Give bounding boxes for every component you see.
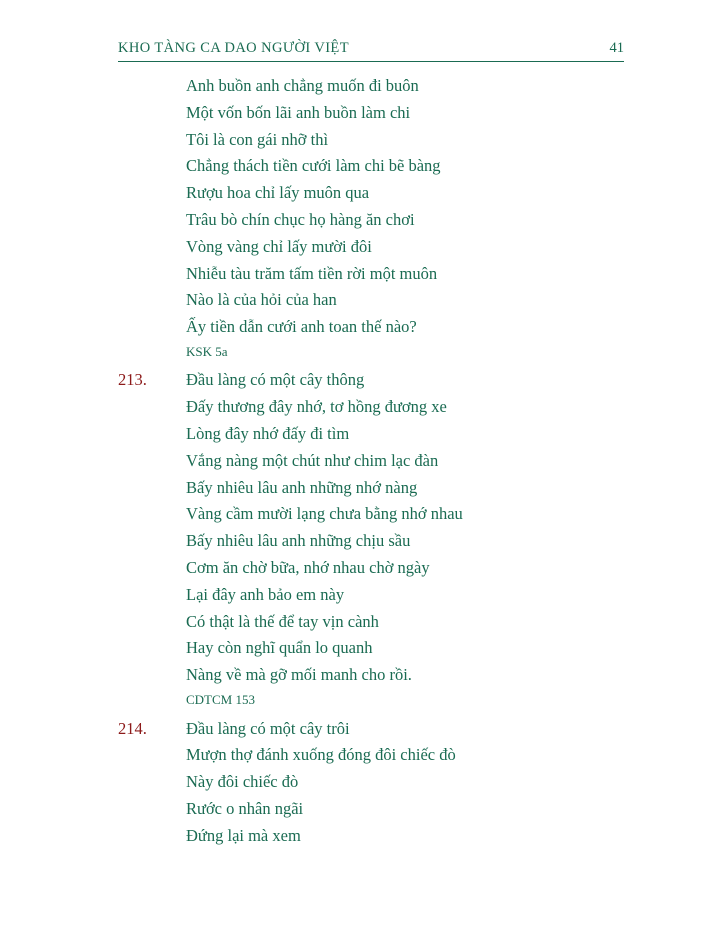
verse-text: Cơm ăn chờ bữa, nhớ nhau chờ ngày (186, 558, 430, 578)
verse-line (118, 585, 678, 612)
verse-line (118, 264, 678, 291)
verse-line (118, 772, 678, 799)
verse-text: Anh buồn anh chẳng muốn đi buôn (186, 76, 419, 95)
verse-text: Lòng đây nhớ đấy đi tìm (186, 424, 350, 444)
verse-line (118, 76, 678, 103)
verse-text: Có thật là thế để tay vịn cành (186, 611, 379, 631)
verse-line (118, 370, 678, 397)
verse-text: Nào là của hỏi của han (186, 290, 337, 310)
verse-line (118, 210, 678, 237)
verse-text: Ấy tiền dẫn cưới anh toan thế nào? (186, 317, 417, 337)
verse-line (118, 317, 678, 344)
verse-line (118, 451, 678, 478)
verse-text: Đấy thương đây nhớ, tơ hồng đương xe (186, 397, 447, 417)
page-number: 41 (609, 40, 624, 56)
source-code: KSK 5a (186, 343, 228, 359)
verse-line (118, 237, 678, 264)
verse-text: Bấy nhiêu lâu anh những chịu sầu (186, 531, 411, 551)
verse-text: Mượn thợ đánh xuống đóng đôi chiếc đò (186, 745, 456, 765)
verse-text: Trâu bò chín chục họ hàng ăn chơi (186, 209, 415, 229)
verse-line (118, 156, 678, 183)
verse-line (118, 531, 678, 558)
poem-block (118, 719, 678, 853)
verse-line (118, 424, 678, 451)
verse-text: Tôi là con gái nhỡ thì (186, 129, 329, 149)
entry-number: 214. (118, 718, 147, 738)
verse-line (118, 504, 678, 531)
verse-line (118, 183, 678, 210)
verse-line (118, 397, 678, 424)
verse-line (118, 478, 678, 505)
verse-text: Đầu làng có một cây thông (186, 370, 365, 390)
verse-line (118, 799, 678, 826)
verse-line (118, 130, 678, 157)
page-content (118, 76, 678, 853)
verse-text: Vắng nàng một chút như chim lạc đàn (186, 450, 439, 470)
verse-line (118, 745, 678, 772)
verse-text: Rước o nhân ngãi (186, 798, 304, 818)
verse-line (118, 826, 678, 853)
source-line (118, 692, 678, 719)
verse-text: Này đôi chiếc đò (186, 772, 299, 792)
verse-line (118, 103, 678, 130)
verse-text: Một vốn bốn lãi anh buồn làm chi (186, 102, 411, 122)
poem-block (118, 76, 678, 370)
verse-text: Nhiễu tàu trăm tấm tiền rời một muôn (186, 263, 438, 283)
verse-text: Hay còn nghĩ quẩn lo quanh (186, 638, 373, 658)
source-code: CDTCM 153 (186, 692, 255, 708)
verse-line (118, 612, 678, 639)
source-line (118, 344, 678, 371)
verse-text: Rượu hoa chỉ lấy muôn qua (186, 183, 370, 203)
verse-text: Vòng vàng chỉ lấy mười đôi (186, 236, 372, 256)
verse-text: Nàng về mà gỡ mối manh cho rồi. (186, 665, 412, 685)
verse-text: Chẳng thách tiền cưới làm chi bẽ bàng (186, 156, 441, 176)
verse-text: Đứng lại mà xem (186, 825, 301, 845)
verse-line (118, 638, 678, 665)
verse-text: Vàng cầm mười lạng chưa bằng nhớ nhau (186, 504, 463, 524)
verse-line (118, 558, 678, 585)
verse-line (118, 290, 678, 317)
poem-block (118, 370, 678, 718)
verse-text: Lại đây anh bảo em này (186, 584, 345, 604)
book-title: KHO TÀNG CA DAO NGƯỜI VIỆT (118, 40, 349, 56)
verse-text: Bấy nhiêu lâu anh những nhớ nàng (186, 477, 418, 497)
entry-number: 213. (118, 370, 147, 390)
verse-text: Đầu làng có một cây trôi (186, 718, 350, 738)
verse-line (118, 665, 678, 692)
verse-line (118, 719, 678, 746)
page-header (118, 40, 624, 62)
